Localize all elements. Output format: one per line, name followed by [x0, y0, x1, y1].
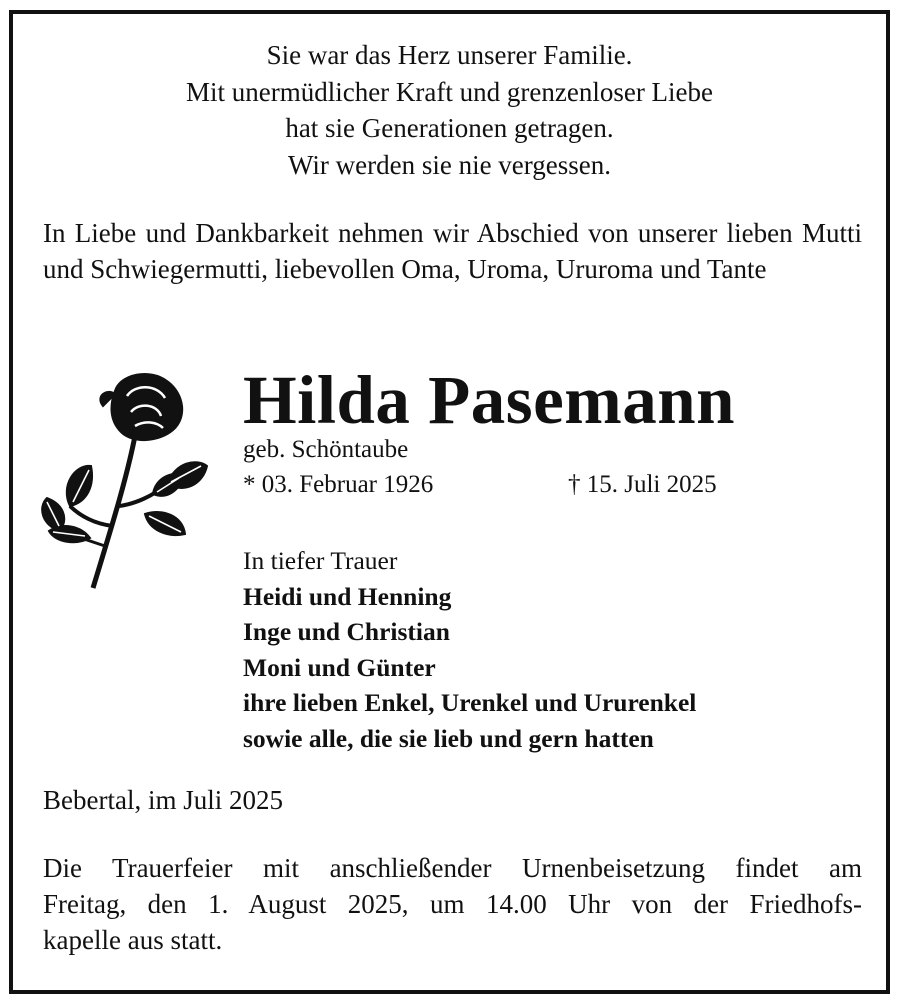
memorial-poem — [13, 37, 886, 183]
birth-date: * 03. Februar 1926 — [243, 471, 434, 498]
funeral-notice — [43, 850, 862, 958]
poem-line: hat sie Generationen getragen. — [285, 113, 614, 143]
funeral-line: Die Trauerfeier mit anschließender Urnenbeisetzung findet am — [43, 853, 862, 883]
place-date: Bebertal, im Juli 2025 — [43, 785, 283, 815]
maiden-name: geb. Schöntaube — [243, 436, 409, 463]
deceased-name: Hilda Pasemann — [243, 362, 735, 438]
funeral-line: kapelle aus statt. — [43, 925, 223, 955]
mourners-block — [243, 543, 696, 756]
intro-text: In Liebe und Dankbarkeit nehmen wir Abschied von unserer lieben Mutti und Schwiegermutti, liebevollen Oma, Uroma, Ururoma und Tante — [43, 218, 862, 284]
death-date: † 15. Juli 2025 — [568, 471, 717, 498]
poem-line: Wir werden sie nie vergessen. — [287, 149, 612, 180]
mourner-name: Moni und Günter — [243, 652, 436, 682]
poem-line: Sie war das Herz unserer Familie. — [266, 40, 633, 70]
mourner-name: sowie alle, die sie lieb und gern hatten — [243, 723, 654, 753]
mourners-heading: In tiefer Trauer — [243, 546, 398, 575]
poem-line: Mit unermüdlicher Kraft und grenzenloser Liebe — [185, 76, 714, 107]
funeral-line: Freitag, den 1. August 2025, um 14.00 Uhr von der Friedhofs- — [43, 889, 862, 919]
mourner-name: Heidi und Henning — [243, 581, 452, 611]
mourner-name: Inge und Christian — [243, 617, 450, 646]
rose-icon — [35, 366, 215, 591]
obituary-frame — [9, 10, 890, 994]
mourner-name: ihre lieben Enkel, Urenkel und Ururenkel — [243, 688, 697, 717]
